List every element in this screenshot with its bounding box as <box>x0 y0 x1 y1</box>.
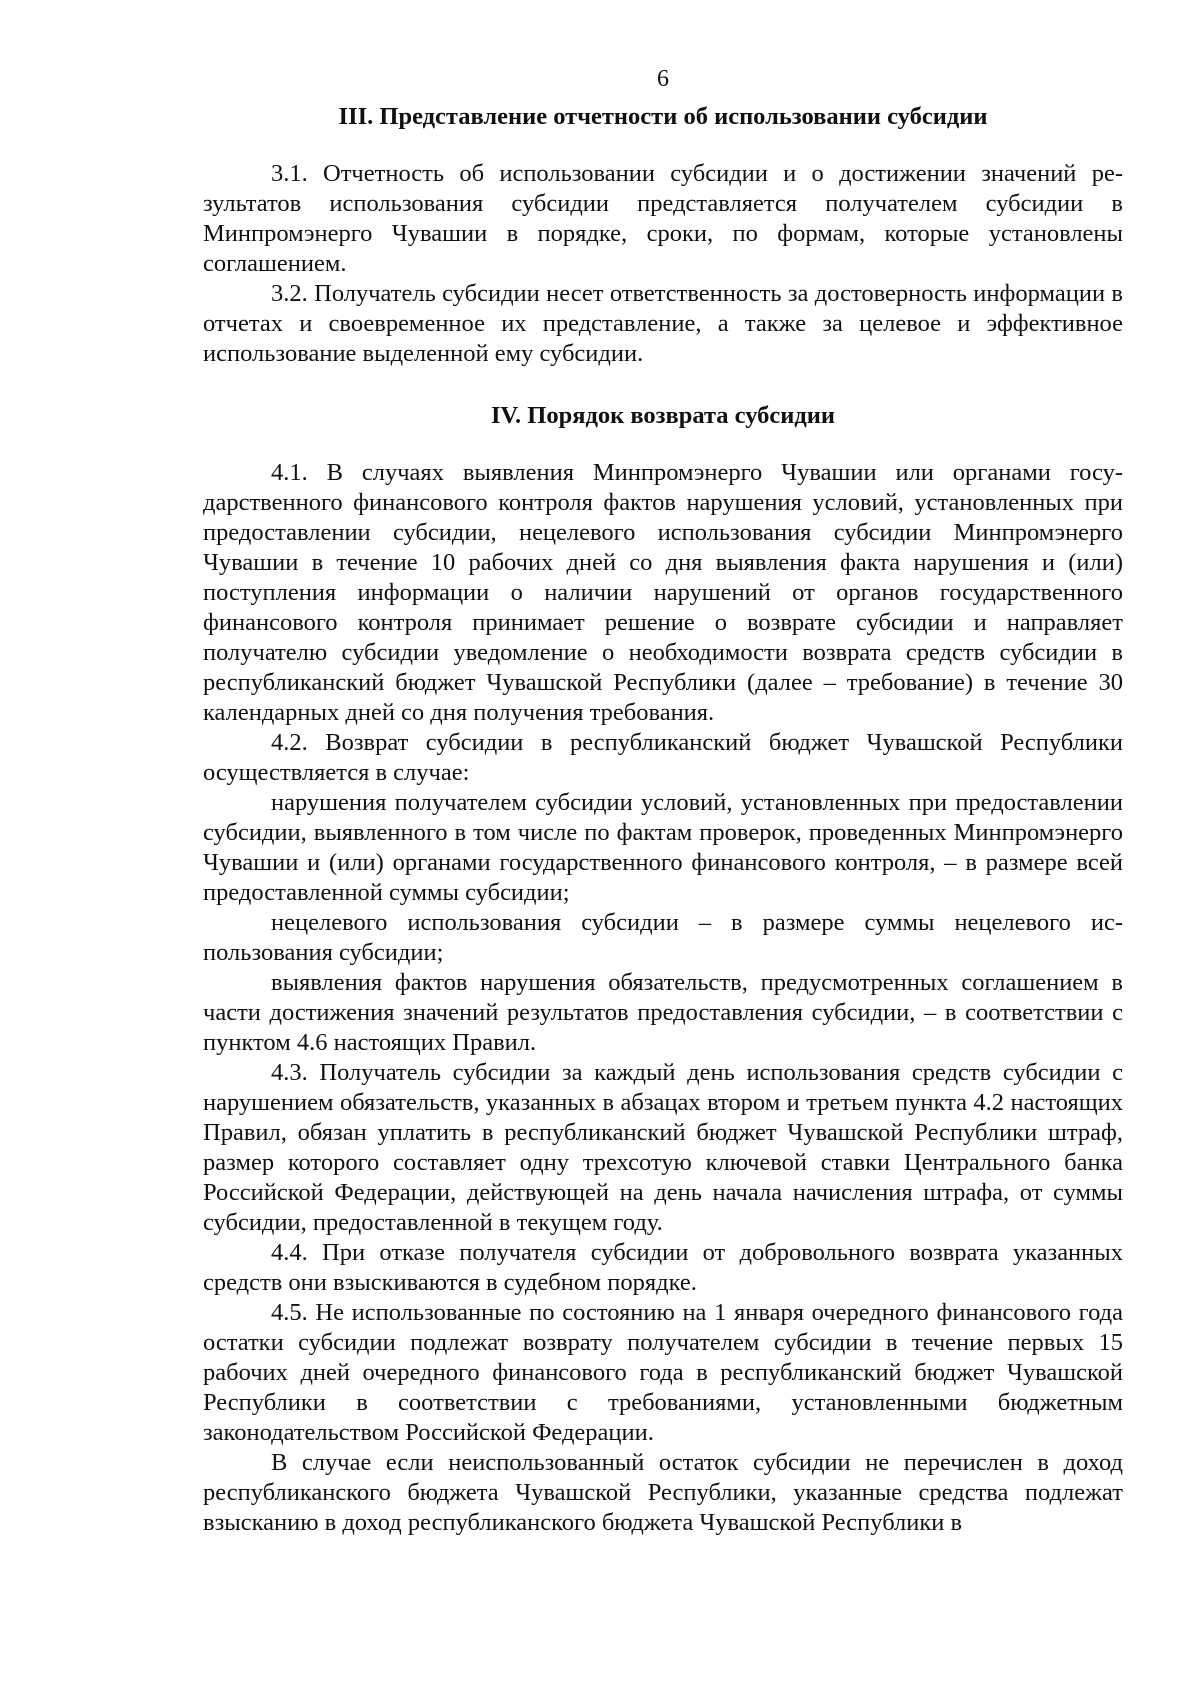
paragraph-4-2: 4.2. Возврат субсидии в республиканский бюджет Чувашской Республики осуществляется в случае: <box>203 729 1123 786</box>
section-title-iii: III. Представление отчетности об использовании субсидии <box>338 103 988 130</box>
paragraph-3-1: 3.1. Отчетность об использовании субсидии и о достижении значений результатов использования субсидии представляется получателем субсидии в Минпромэнерго Чувашии в порядке, сроки, по формам, которые установлены соглашением. <box>203 160 1123 277</box>
paragraph-4-1: 4.1. В случаях выявления Минпромэнерго Чувашии или органами государственного финансового контроля фактов нарушения условий, установленных при предоставлении субсидии, нецелевого использования субсидии Минпромэнерго Чувашии в течение 10 рабочих дней со дня выявления факта нарушения и (или) поступления информации о наличии нарушений от органов государственного финансового контроля принимает решение о возврате субсидии и направляет получателю субсидии уведомление о необходимости возврата средств субсидии в республиканский бюджет Чувашской Республики (далее – требование) в течение 30 календарных дней со дня получения требования. <box>203 459 1123 726</box>
paragraph-4-4: 4.4. При отказе получателя субсидии от добровольного возврата указанных средств они взыскиваются в судебном порядке. <box>203 1239 1123 1296</box>
paragraph-3-2: 3.2. Получатель субсидии несет ответственность за достоверность информации в отчетах и своевременное их представление, а также за целевое и эффективное использование выделенной ему субсидии. <box>203 280 1123 367</box>
paragraph-4-2-case-1: нарушения получателем субсидии условий, установленных при предоставлении субсидии, выявленного в том числе по фактам проверок, проведенных Минпромэнерго Чувашии и (или) органами государственного финансового контроля, – в размере всей предоставленной суммы субсидии; <box>203 789 1123 906</box>
paragraph-4-2-case-2: нецелевого использования субсидии – в размере суммы нецелевого использования субсидии; <box>203 909 1123 966</box>
section-title-iv: IV. Порядок возврата субсидии <box>490 402 836 429</box>
paragraph-4-5: 4.5. Не использованные по состоянию на 1 января очередного финансового года остатки субсидии подлежат возврату получателем субсидии в течение первых 15 рабочих дней очередного финансового года в республиканский бюджет Чувашской Республики в соответствии с требованиями, установленными бюджетным законодательством Российской Федерации. <box>203 1299 1123 1446</box>
paragraph-4-5-continued: В случае если неиспользованный остаток субсидии не перечислен в доход республиканского бюджета Чувашской Республики, указанные средства подлежат взысканию в доход республиканского бюджета Чувашской Республики в <box>203 1449 1123 1536</box>
paragraph-4-2-case-3: выявления фактов нарушения обязательств, предусмотренных соглашением в части достижения значений результатов предоставления субсидии, – в соответствии с пунктом 4.6 настоящих Правил. <box>203 969 1123 1056</box>
document-page <box>203 64 1123 1538</box>
page-number: 6 <box>657 66 669 92</box>
paragraph-4-3: 4.3. Получатель субсидии за каждый день использования средств субсидии с нарушением обязательств, указанных в абзацах втором и третьем пункта 4.2 настоящих Правил, обязан уплатить в республиканский бюджет Чувашской Республики штраф, размер которого составляет одну трехсотую ключевой ставки Центрального банка Российской Федерации, действующей на день начала начисления штрафа, от суммы субсидии, предоставленной в текущем году. <box>203 1059 1123 1236</box>
